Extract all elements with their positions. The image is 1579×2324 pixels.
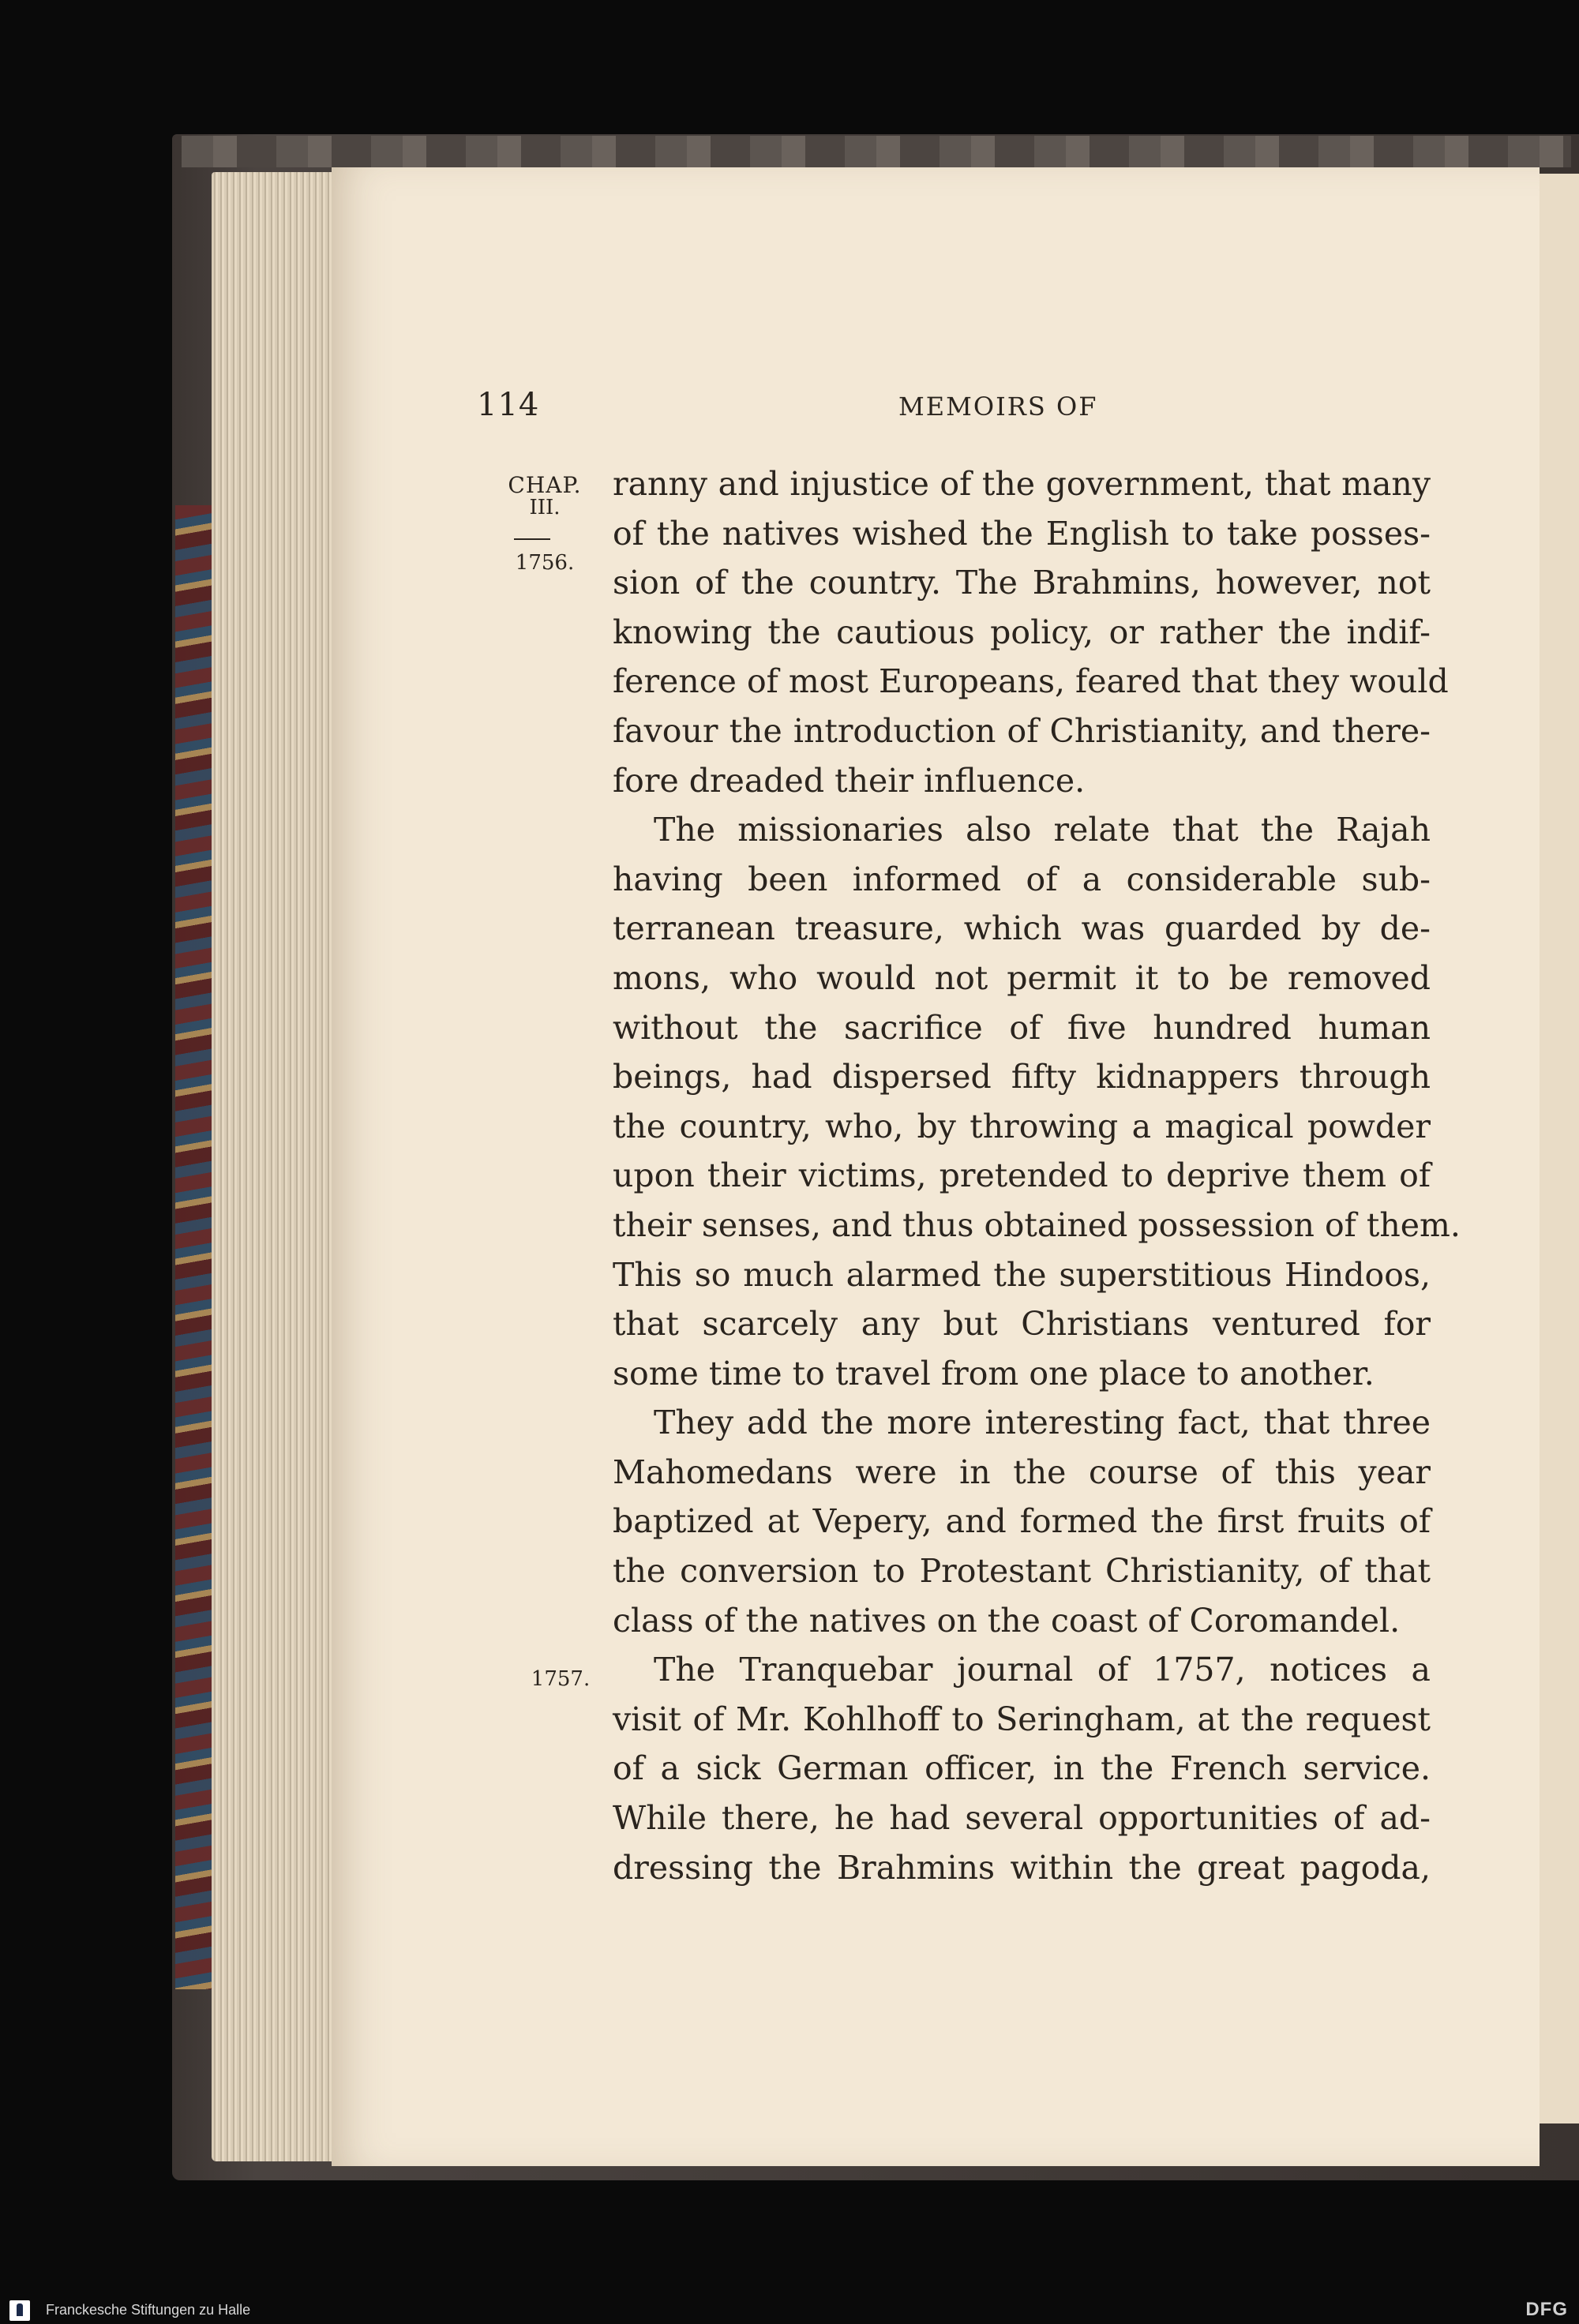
text-line: beings, had dispersed fifty kidnappers through [613, 1058, 1431, 1096]
text-line: upon their victims, pretended to deprive them of [613, 1156, 1431, 1195]
text-line: visit of Mr. Kohlhoff to Seringham, at the request [613, 1700, 1431, 1738]
text-line: that scarcely any but Christians ventured for [613, 1305, 1431, 1344]
text-line: favour the introduction of Christianity, and there- [613, 711, 1431, 750]
text-line: dressing the Brahmins within the great pagoda, [613, 1848, 1431, 1887]
institution-logo-icon [9, 2300, 30, 2321]
margin-year-1756: 1756. [515, 551, 575, 575]
text-line: While there, he had several opportunities of ad- [613, 1799, 1431, 1838]
funder-logo: DFG [1525, 2299, 1568, 2320]
text-line: their senses, and thus obtained possession of them. [613, 1205, 1461, 1244]
text-line: sion of the country. The Brahmins, however, not [613, 564, 1431, 602]
text-line: mons, who would not permit it to be removed [613, 958, 1431, 997]
margin-chapter-label: CHAP. [508, 472, 582, 498]
marbled-endpaper [175, 505, 216, 1989]
text-line: baptized at Vepery, and formed the first fruits of [613, 1502, 1431, 1541]
text-line: The Tranquebar journal of 1757, notices a [654, 1651, 1431, 1689]
text-line: the conversion to Protestant Christianity, of that [613, 1552, 1431, 1591]
text-line: of the natives wished the English to take posses- [613, 514, 1431, 553]
page-number: 114 [477, 387, 540, 423]
text-line: without the sacrifice of five hundred human [613, 1008, 1431, 1047]
text-line: knowing the cautious policy, or rather the indif- [613, 613, 1431, 651]
facing-page-edge [1538, 174, 1579, 2123]
text-line: They add the more interesting fact, that three [654, 1404, 1431, 1442]
running-title: MEMOIRS OF [898, 392, 1098, 422]
text-line: fore dreaded their influence. [613, 761, 1086, 800]
text-line: The missionaries also relate that the Rajah [654, 811, 1431, 849]
running-head [0, 387, 1579, 426]
book-cover-edge [182, 136, 1571, 167]
institution-name: Franckesche Stiftungen zu Halle [46, 2302, 251, 2318]
text-line: of a sick German officer, in the French service. [613, 1749, 1431, 1788]
text-line: having been informed of a considerable sub- [613, 860, 1431, 898]
margin-chapter-number: III. [529, 496, 561, 519]
text-line: Mahomedans were in the course of this year [613, 1452, 1431, 1491]
text-line: ranny and injustice of the government, that many [613, 465, 1431, 503]
text-line: terranean treasure, which was guarded by de- [613, 909, 1431, 948]
text-line: class of the natives on the coast of Coromandel. [613, 1601, 1401, 1640]
margin-year-1757: 1757. [531, 1667, 591, 1691]
text-line: This so much alarmed the superstitious Hindoos, [613, 1255, 1431, 1294]
margin-rule [514, 538, 550, 540]
text-line: ference of most Europeans, feared that they would [613, 662, 1449, 701]
text-line: the country, who, by throwing a magical powder [613, 1107, 1431, 1145]
text-line: some time to travel from one place to another. [613, 1354, 1375, 1393]
body-text [613, 459, 1461, 1892]
